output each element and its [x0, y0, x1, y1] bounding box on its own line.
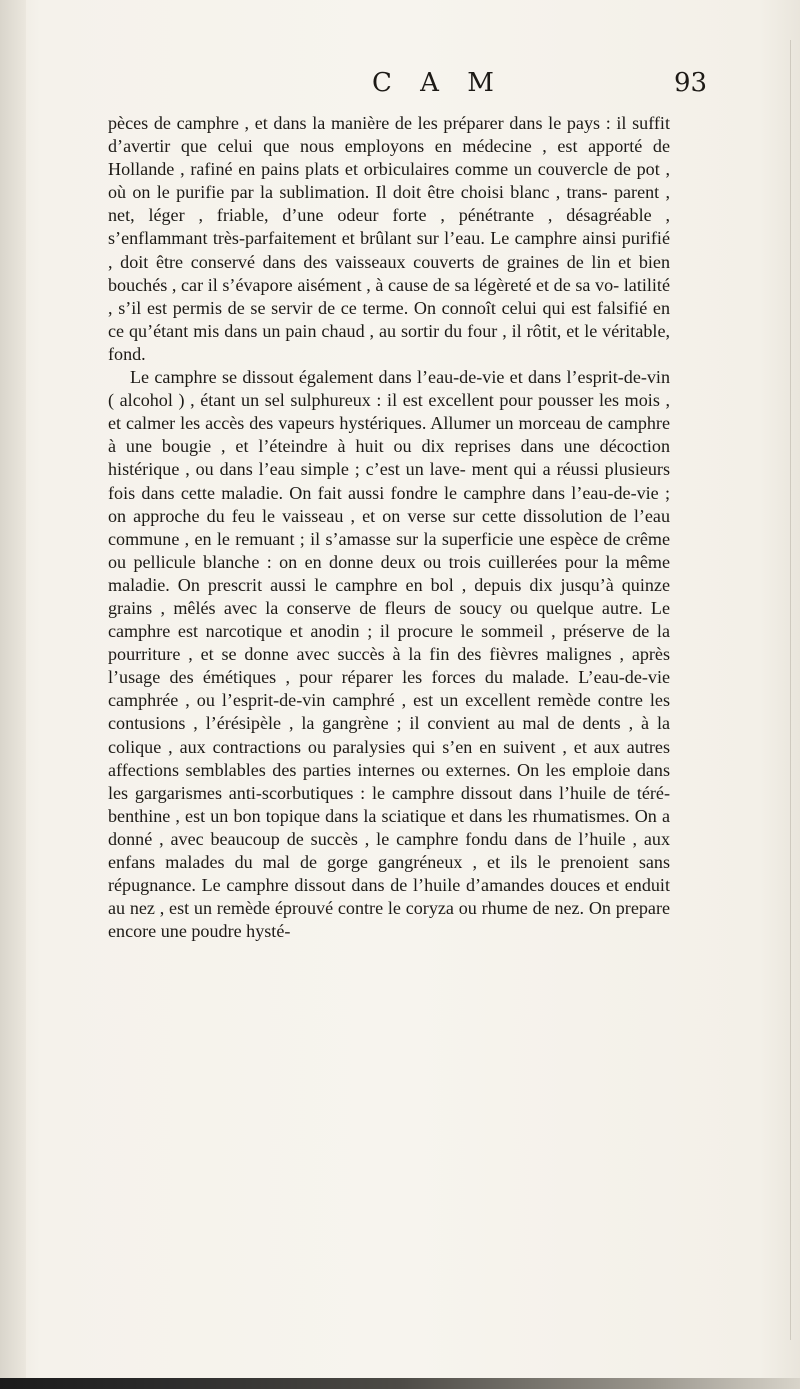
- page-bottom-edge: [0, 1378, 800, 1389]
- running-title: C A M: [372, 68, 504, 98]
- page-gutter-shadow: [0, 0, 26, 1389]
- page-header: [0, 68, 800, 102]
- page-number: 93: [674, 68, 708, 98]
- page-edge-line: [790, 40, 791, 1340]
- body-text: [108, 112, 670, 943]
- paragraph-continued: pèces de camphre , et dans la manière de les préparer dans le pays : il suffit d’avertir que celui que nous employons en médecine , est apporté de Hollande , rafiné en pains plats et orbiculaires comme un couvercle de pot , où on le purifie par la sublimation. Il doit être choisi blanc , trans- parent , net, léger , friable, d’une odeur forte , pénétrante , désagréable , s’enflammant très-parfaitement et brûlant sur l’eau. Le camphre ainsi purifié , doit être conservé dans des vaisseaux couverts de graines de lin et bien bouchés , car il s’évapore aisément , à cause de sa légèreté et de sa vo- latilité , s’il est permis de se servir de ce terme. On connoît celui qui est falsifié en ce qu’étant mis dans un pain chaud , au sortir du four , il rôtit, et le véritable, fond.: [108, 113, 670, 364]
- paragraph-camphor-dissolution: Le camphre se dissout également dans l’eau-de-vie et dans l’esprit-de-vin ( alcohol ) , étant un sel sulphureux : il est excellent pour pousser les mois , et calmer les accès des vapeurs hystériques. Allumer un morceau de camphre à une bougie , et l’éteindre à huit ou dix reprises dans une décoction histérique , ou dans l’eau simple ; c’est un lave- ment qui a réussi plusieurs fois dans cette maladie. On fait aussi fondre le camphre dans l’eau-de-vie ; on approche du feu le vaisseau , et on verse sur cette dissolution de l’eau commune , en le remuant ; il s’amasse sur la superficie une espèce de crême ou pellicule blanche : on en donne deux ou trois cuillerées pour la même maladie. On prescrit aussi le camphre en bol , depuis dix jusqu’à quinze grains , mêlés avec la conserve de fleurs de soucy ou quelque autre. Le camphre est narcotique et anodin ; il procure le sommeil , préserve de la pourriture , et se donne avec succès à la fin des fièvres malignes , après l’usage des émétiques , pour réparer les forces du malade. L’eau-de-vie camphrée , ou l’esprit-de-vin camphré , est un excellent remède contre les contusions , l’érésipèle , la gangrène ; il convient au mal de dents , à la colique , aux contractions ou paralysies qui s’en en suivent , et aux autres affections semblables des parties internes ou externes. On les emploie dans les gargarismes anti-scorbutiques : le camphre dissout dans l’huile de téré- benthine , est un bon topique dans la sciatique et dans les rhumatismes. On a donné , avec beaucoup de succès , le camphre fondu dans de l’huile , aux enfans malades du mal de gorge gangréneux , et ils le prenoient sans répugnance. Le camphre dissout dans de l’huile d’amandes douces et enduit au nez , est un remède éprouvé contre le coryza ou rhume de nez. On prepare encore une poudre hysté-: [108, 367, 670, 942]
